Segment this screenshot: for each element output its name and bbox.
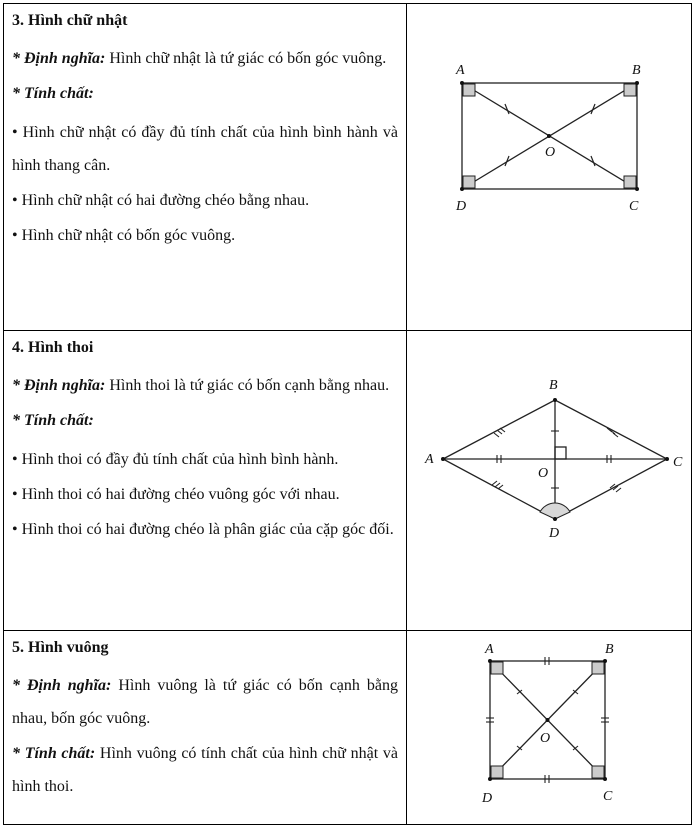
row-rectangle — [4, 4, 692, 331]
property-text: Hình vuông có tính chất của hình chữ nhật và hình thoi. — [12, 745, 398, 795]
label-b: B — [605, 642, 614, 657]
right-angle-a — [491, 662, 503, 674]
definition-lead: * Định nghĩa: — [12, 377, 106, 394]
label-d: D — [549, 526, 560, 541]
label-b: B — [549, 378, 558, 393]
definition-text: Hình thoi là tứ giác có bốn cạnh bằng nhau. — [105, 377, 390, 394]
property-item: • Hình chữ nhật có hai đường chéo bằng nhau. — [12, 192, 310, 209]
property-item: • Hình thoi có đầy đủ tính chất của hình bình hành. — [12, 451, 339, 468]
property-lead: * Tính chất: — [12, 412, 94, 429]
right-angle-b — [592, 662, 604, 674]
section-title: 3. Hình chữ nhật — [12, 12, 128, 29]
label-a: A — [425, 452, 434, 467]
definition — [12, 369, 398, 402]
rhombus-text-cell — [4, 331, 407, 631]
angle-mark-d — [540, 503, 570, 519]
label-d: D — [482, 791, 493, 806]
definition-lead: * Định nghĩa: — [12, 677, 112, 694]
label-a: A — [456, 63, 465, 78]
property-item: • Hình chữ nhật có bốn góc vuông. — [12, 227, 236, 244]
label-c: C — [629, 199, 639, 214]
label-o: O — [540, 731, 551, 746]
rectangle-diagram — [407, 4, 691, 325]
property-lead: * Tính chất: — [12, 745, 96, 762]
right-angle-a — [463, 84, 475, 96]
definition — [12, 669, 398, 735]
label-c: C — [673, 455, 683, 470]
label-b: B — [632, 63, 641, 78]
section-title: 4. Hình thoi — [12, 339, 94, 356]
right-angle-d — [463, 176, 475, 188]
property-item: • Hình thoi có hai đường chéo vuông góc với nhau. — [12, 486, 340, 503]
right-angle-o — [555, 447, 566, 459]
row-square — [4, 631, 692, 825]
rectangle-text-cell — [4, 4, 407, 331]
right-angle-b — [624, 84, 636, 96]
label-d: D — [456, 199, 467, 214]
square-diagram — [407, 631, 691, 819]
rhombus-figure-cell — [407, 331, 692, 631]
property-lead: * Tính chất: — [12, 85, 94, 102]
label-o: O — [538, 466, 549, 481]
property-item: • Hình thoi có hai đường chéo là phân giác của cặp góc đối. — [12, 521, 394, 538]
label-a: A — [485, 642, 494, 657]
equal-ticks — [492, 428, 621, 492]
section-title: 5. Hình vuông — [12, 639, 109, 656]
property-item: • Hình chữ nhật có đầy đủ tính chất của hình bình hành và hình thang cân. — [12, 124, 398, 174]
property — [12, 737, 398, 803]
row-rhombus — [4, 331, 692, 631]
definition-text: Hình vuông là tứ giác có bốn cạnh bằng nhau, bốn góc vuông. — [12, 677, 399, 727]
square-figure-cell — [407, 631, 692, 825]
label-c: C — [603, 789, 613, 804]
definition-lead: * Định nghĩa: — [12, 50, 106, 67]
rectangle-figure-cell — [407, 4, 692, 331]
right-angle-c — [624, 176, 636, 188]
square-text-cell — [4, 631, 407, 825]
label-o: O — [545, 145, 556, 160]
definition-text: Hình chữ nhật là tứ giác có bốn góc vuông. — [105, 50, 387, 67]
definition — [12, 42, 398, 75]
rhombus-diagram — [407, 331, 691, 625]
right-angle-c — [592, 766, 604, 778]
right-angle-d — [491, 766, 503, 778]
geometry-table — [3, 3, 692, 825]
